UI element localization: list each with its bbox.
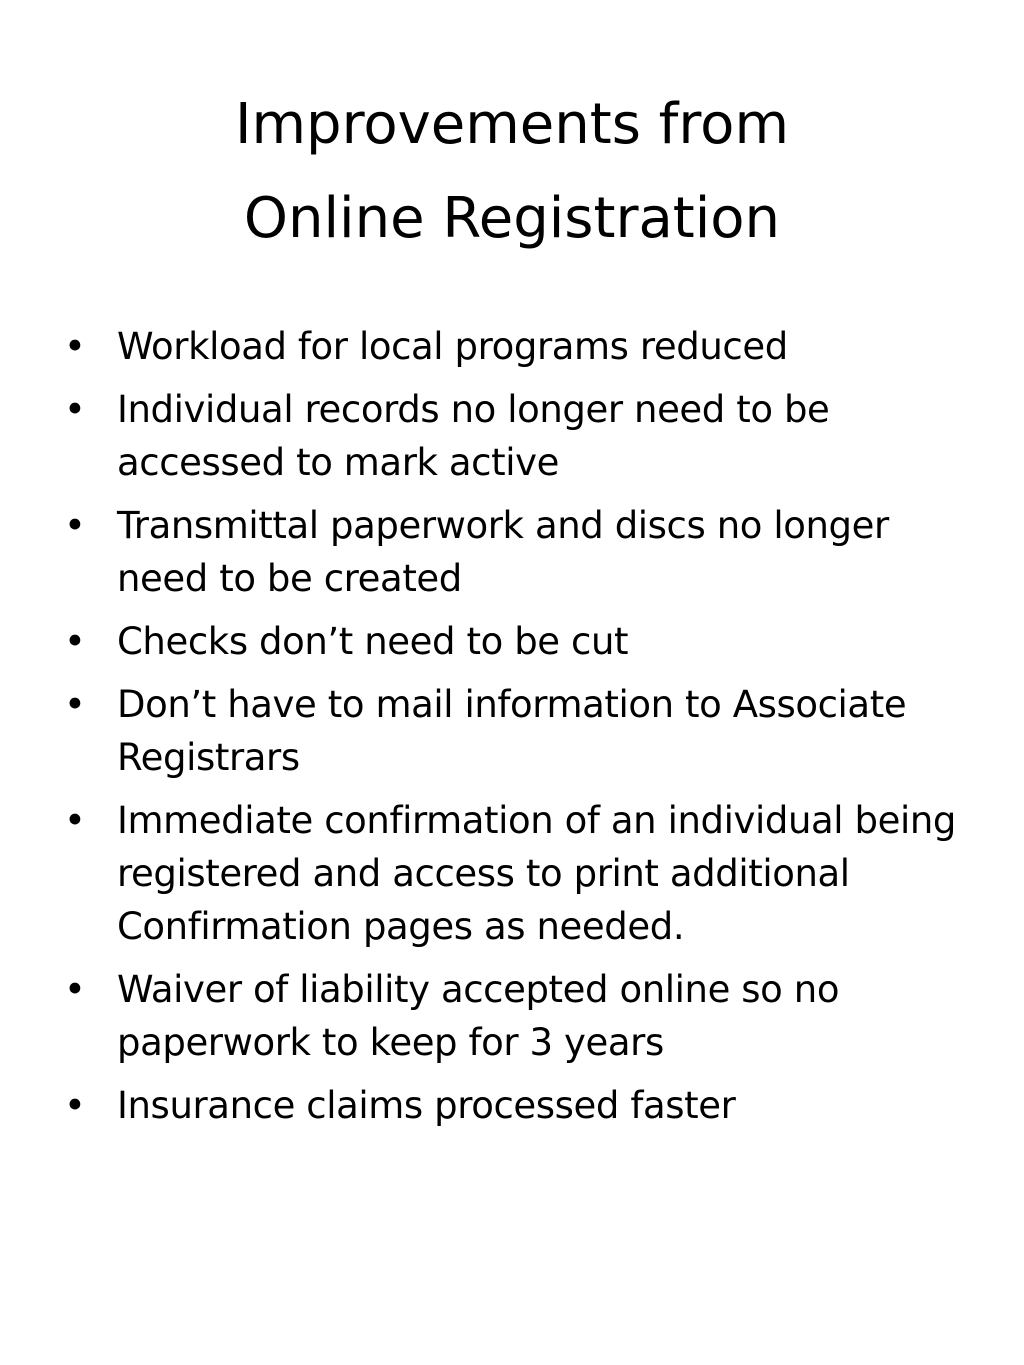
bullet-text: Waiver of liability accepted online so no paperwork to keep for 3 years (117, 968, 840, 1064)
bullet-text: Transmittal paperwork and discs no longer need to be created (117, 504, 889, 600)
bullet-item (62, 963, 982, 1069)
bullet-text: Checks don’t need to be cut (117, 620, 629, 663)
bullet-text: Insurance claims processed faster (117, 1084, 736, 1127)
bullet-icon: • (64, 1084, 86, 1127)
bullet-item (62, 794, 982, 953)
bullet-list (62, 320, 982, 1142)
bullet-icon: • (64, 683, 86, 726)
bullet-icon: • (64, 620, 86, 663)
title-line-2: Online Registration (243, 186, 781, 251)
bullet-text: Workload for local programs reduced (117, 325, 788, 368)
bullet-item (62, 383, 982, 489)
bullet-icon: • (64, 388, 86, 431)
slide-title (60, 78, 964, 266)
bullet-icon: • (64, 325, 86, 368)
bullet-item (62, 678, 982, 784)
bullet-item (62, 499, 982, 605)
bullet-item (62, 615, 982, 668)
bullet-text: Immediate confirmation of an individual being registered and access to print additional Confirmation pages as needed. (117, 799, 956, 948)
bullet-text: Individual records no longer need to be accessed to mark active (117, 388, 830, 484)
bullet-icon: • (64, 504, 86, 547)
bullet-icon: • (64, 968, 86, 1011)
bullet-icon: • (64, 799, 86, 842)
bullet-item (62, 1079, 982, 1132)
title-line-1: Improvements from (234, 92, 789, 157)
bullet-text: Don’t have to mail information to Associate Registrars (117, 683, 907, 779)
bullet-item (62, 320, 982, 373)
